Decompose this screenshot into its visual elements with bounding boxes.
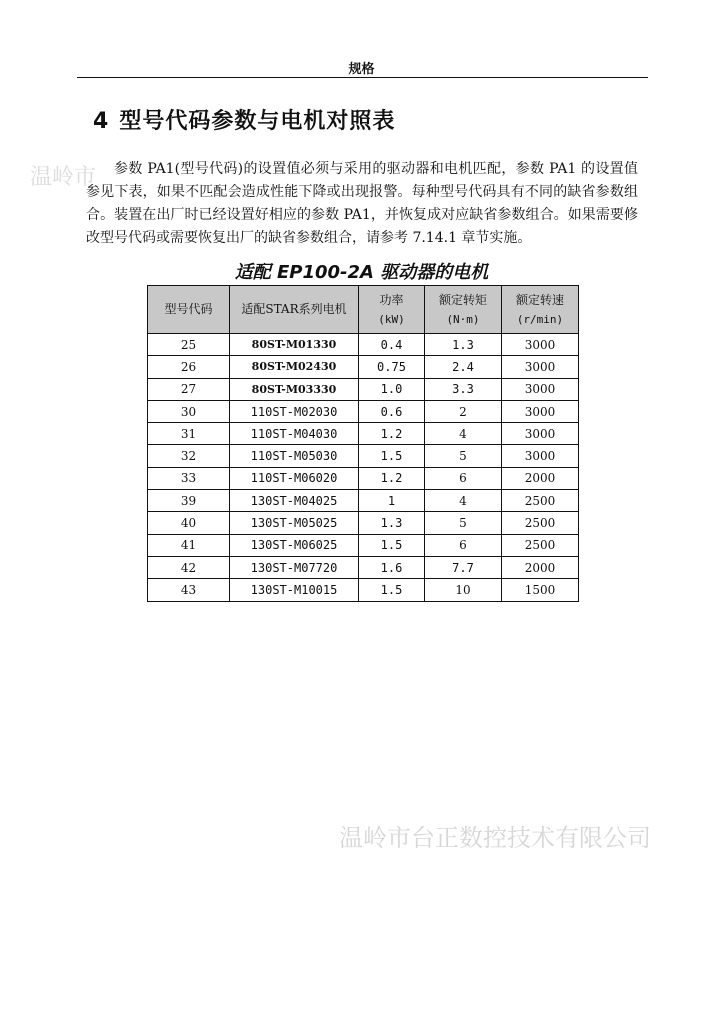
cell-motor: 110ST-M02030 xyxy=(230,400,359,422)
table-header-row xyxy=(148,286,579,334)
cell-power: 1.3 xyxy=(359,512,425,534)
watermark-top: 温岭市 xyxy=(30,165,97,190)
cell-torque: 6 xyxy=(425,534,502,556)
cell-power: 0.4 xyxy=(359,334,425,356)
cell-torque: 1.3 xyxy=(425,334,502,356)
cell-motor: 110ST-M05030 xyxy=(230,445,359,467)
cell-code: 31 xyxy=(148,423,230,445)
cell-speed: 3000 xyxy=(502,356,579,378)
cell-power: 0.6 xyxy=(359,400,425,422)
table-row xyxy=(148,400,579,422)
table-row xyxy=(148,378,579,400)
cell-torque: 4 xyxy=(425,490,502,512)
cell-power: 1.5 xyxy=(359,579,425,601)
cell-code: 27 xyxy=(148,378,230,400)
cell-torque: 6 xyxy=(425,467,502,489)
table-row xyxy=(148,512,579,534)
cell-code: 32 xyxy=(148,445,230,467)
cell-motor: 80ST-M03330 xyxy=(230,378,359,400)
cell-torque: 3.3 xyxy=(425,378,502,400)
cell-torque: 10 xyxy=(425,579,502,601)
cell-code: 40 xyxy=(148,512,230,534)
cell-motor: 130ST-M05025 xyxy=(230,512,359,534)
table-row xyxy=(148,556,579,578)
cell-power: 1.6 xyxy=(359,556,425,578)
header-rule xyxy=(77,77,648,78)
cell-code: 26 xyxy=(148,356,230,378)
cell-torque: 7.7 xyxy=(425,556,502,578)
cell-torque: 2.4 xyxy=(425,356,502,378)
table-row xyxy=(148,467,579,489)
cell-code: 25 xyxy=(148,334,230,356)
running-header: 规格 xyxy=(348,62,375,77)
cell-speed: 2500 xyxy=(502,534,579,556)
cell-speed: 3000 xyxy=(502,334,579,356)
header-motor: 适配STAR系列电机 xyxy=(230,286,359,334)
table-row xyxy=(148,534,579,556)
cell-torque: 4 xyxy=(425,423,502,445)
cell-motor: 130ST-M04025 xyxy=(230,490,359,512)
cell-speed: 2500 xyxy=(502,512,579,534)
table-row xyxy=(148,490,579,512)
cell-code: 30 xyxy=(148,400,230,422)
header-power: 功率 (kW) xyxy=(359,286,425,334)
cell-code: 39 xyxy=(148,490,230,512)
cell-motor: 110ST-M06020 xyxy=(230,467,359,489)
cell-speed: 3000 xyxy=(502,378,579,400)
cell-motor: 80ST-M02430 xyxy=(230,356,359,378)
cell-motor: 130ST-M07720 xyxy=(230,556,359,578)
cell-torque: 5 xyxy=(425,512,502,534)
cell-motor: 80ST-M01330 xyxy=(230,334,359,356)
cell-torque: 2 xyxy=(425,400,502,422)
cell-motor: 110ST-M04030 xyxy=(230,423,359,445)
cell-speed: 3000 xyxy=(502,445,579,467)
cell-code: 42 xyxy=(148,556,230,578)
cell-power: 1 xyxy=(359,490,425,512)
cell-code: 43 xyxy=(148,579,230,601)
cell-speed: 3000 xyxy=(502,423,579,445)
intro-paragraph: 参数 PA1(型号代码)的设置值必须与采用的驱动器和电机匹配，参数 PA1 的设置值参见下表，如果不匹配会造成性能下降或出现报警。每种型号代码具有不同的缺省参数组合。装置在出厂时已经设置好相应的参数 PA1，并恢复成对应缺省参数组合。如果需要修改型号代码或需要恢复出厂的缺省参数组合，请参考 7.14.1 章节实施。 xyxy=(86,161,638,246)
cell-power: 1.2 xyxy=(359,423,425,445)
cell-speed: 2000 xyxy=(502,467,579,489)
cell-speed: 2000 xyxy=(502,556,579,578)
cell-code: 41 xyxy=(148,534,230,556)
cell-power: 1.2 xyxy=(359,467,425,489)
watermark-bottom: 温岭市台正数控技术有限公司 xyxy=(339,824,651,852)
table-caption: 适配 EP100-2A 驱动器的电机 xyxy=(234,262,489,283)
cell-speed: 2500 xyxy=(502,490,579,512)
header-speed: 额定转速 (r/min) xyxy=(502,286,579,334)
table-row xyxy=(148,579,579,601)
section-title: 型号代码参数与电机对照表 xyxy=(119,109,396,134)
table-row xyxy=(148,423,579,445)
table-row xyxy=(148,334,579,356)
cell-code: 33 xyxy=(148,467,230,489)
table-row xyxy=(148,356,579,378)
motor-spec-table xyxy=(147,285,579,602)
section-number: 4 xyxy=(93,109,110,134)
header-model-code: 型号代码 xyxy=(148,286,230,334)
header-torque: 额定转矩 (N·m) xyxy=(425,286,502,334)
table-row xyxy=(148,445,579,467)
cell-motor: 130ST-M06025 xyxy=(230,534,359,556)
cell-speed: 3000 xyxy=(502,400,579,422)
cell-power: 0.75 xyxy=(359,356,425,378)
cell-power: 1.0 xyxy=(359,378,425,400)
cell-torque: 5 xyxy=(425,445,502,467)
cell-power: 1.5 xyxy=(359,445,425,467)
cell-power: 1.5 xyxy=(359,534,425,556)
section-heading xyxy=(93,104,395,135)
cell-speed: 1500 xyxy=(502,579,579,601)
cell-motor: 130ST-M10015 xyxy=(230,579,359,601)
